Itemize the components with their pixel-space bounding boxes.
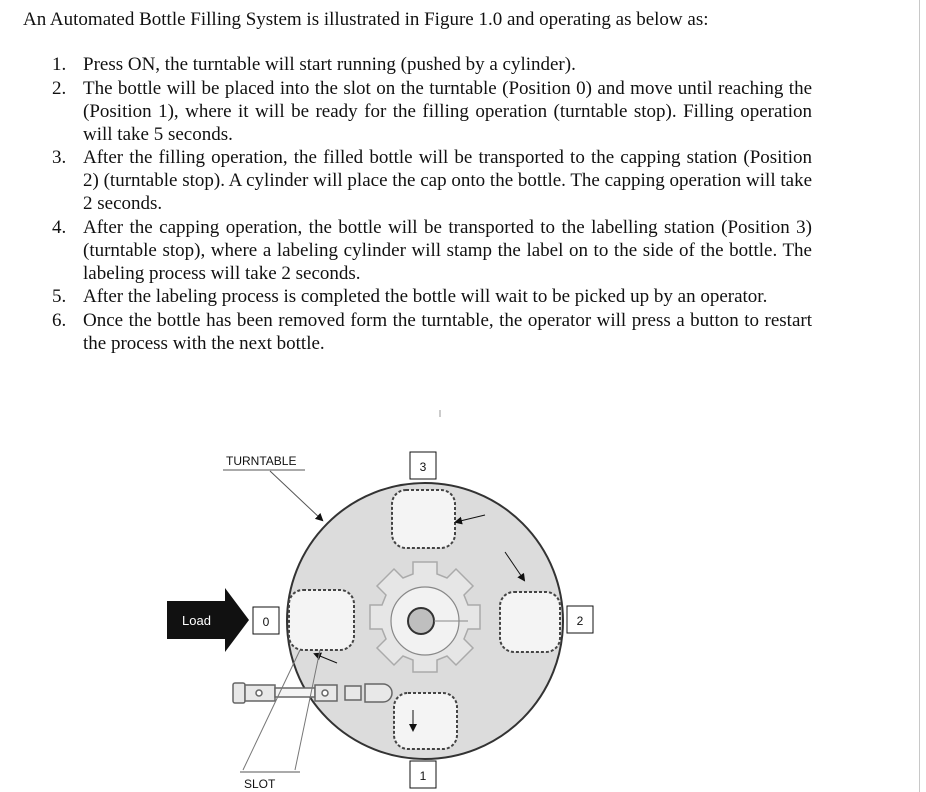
turntable-leader — [270, 471, 322, 520]
slot-position-3 — [392, 490, 455, 548]
step-text: The bottle will be placed into the slot on the turntable (Position 0) and move until reaching the (Position 1), where it will be ready for the filling operation (turntable stop). Filling operation will take 5 seconds. — [83, 77, 812, 145]
step-item — [52, 146, 812, 215]
step-item — [52, 53, 812, 76]
slot-leader-a — [243, 650, 300, 770]
turntable-diagram — [150, 400, 610, 792]
step-number: 2. — [52, 77, 67, 99]
slot-position-2 — [500, 592, 560, 652]
step-number: 5. — [52, 286, 67, 307]
slot-label: SLOT — [244, 777, 276, 791]
steps-list — [52, 53, 812, 355]
position-label-0: 0 — [262, 615, 270, 629]
step-item — [52, 77, 812, 146]
turntable-hub — [408, 608, 434, 634]
step-number: 3. — [52, 147, 67, 168]
step-text: Once the bottle has been removed form the turntable, the operator will press a button to restart the process with the next bottle. — [83, 309, 812, 354]
position-label-3: 3 — [419, 460, 427, 474]
step-item — [52, 216, 812, 285]
step-item — [52, 309, 812, 355]
step-number: 1. — [52, 54, 67, 75]
step-text: After the labeling process is completed the bottle will wait to be picked up by an operator. — [83, 286, 768, 307]
position-label-1: 1 — [419, 769, 427, 783]
step-text: Press ON, the turntable will start running (pushed by a cylinder). — [83, 54, 576, 75]
step-number: 6. — [52, 309, 67, 331]
load-label: Load — [182, 613, 211, 628]
slot-position-1 — [394, 693, 457, 749]
slot-position-0 — [289, 590, 354, 650]
step-item — [52, 285, 812, 308]
intro-text: An Automated Bottle Filling System is illustrated in Figure 1.0 and operating as below as: — [23, 9, 709, 30]
position-label-2: 2 — [576, 614, 584, 628]
step-text: After the filling operation, the filled bottle will be transported to the capping station (Position 2) (turntable stop). A cylinder will place the cap onto the bottle. The capping operation will take 2 seconds. — [83, 147, 812, 214]
turntable-label: TURNTABLE — [226, 454, 297, 468]
step-number: 4. — [52, 216, 67, 238]
step-text: After the capping operation, the bottle will be transported to the labelling station (Position 3) (turntable stop), where a labeling cylinder will stamp the label on to the side of the bottle. The labeling process will take 2 seconds. — [83, 216, 812, 284]
page-edge-rule — [919, 0, 920, 792]
